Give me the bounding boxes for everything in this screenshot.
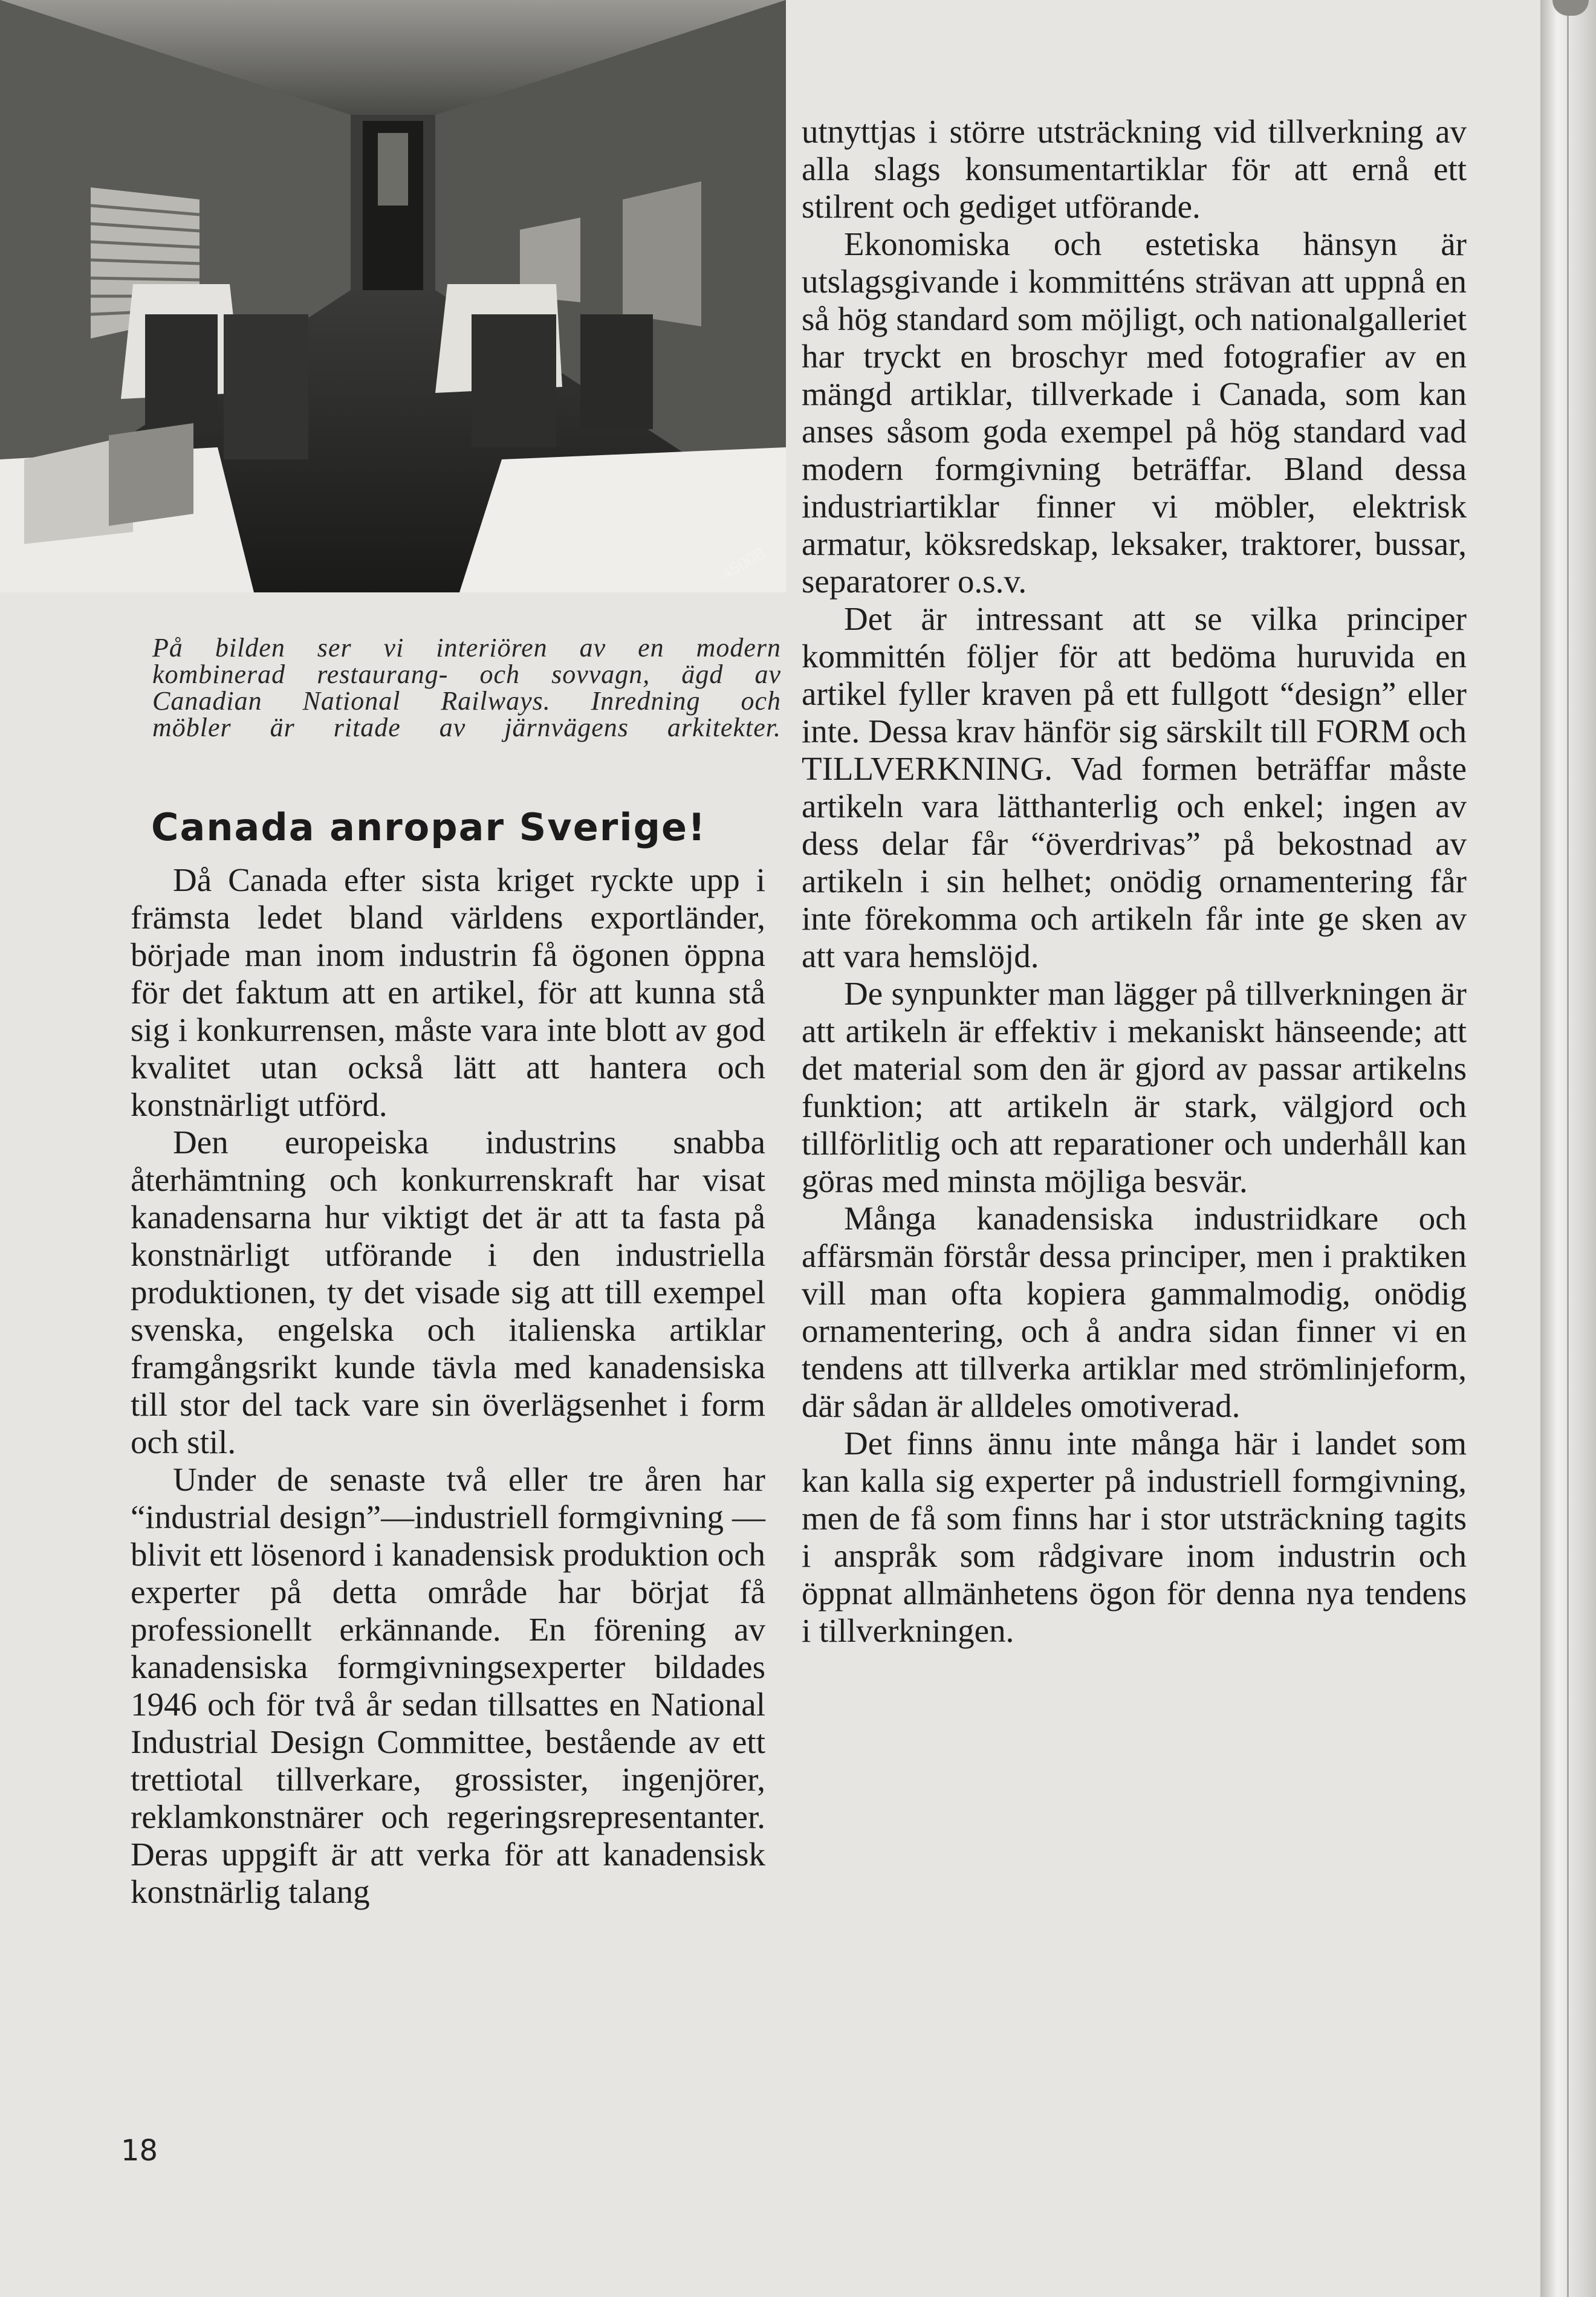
paragraph: utnyttjas i större utsträckning vid tillverkning av alla slags konsumentartiklar för att ernå ett stilrent och gediget utförande. bbox=[802, 113, 1467, 225]
paragraph: Under de senaste två eller tre åren har “industrial design”—industriell formgivning — blivit ett lösenord i kanadensisk produktion och experter på detta område har börjat få professionellt erkännande. En förening av kanadensiska formgivningsexperter bildades 1946 och för två år sedan tillsattes en National Industrial Design Committee, bestående av ett trettiotal tillverkare, grossister, ingenjörer, reklamkonstnärer och regeringsrepresentanter. Deras uppgift är att verka för att kanadensisk konstnärlig talang bbox=[131, 1461, 765, 1910]
spine-line bbox=[1567, 0, 1569, 2297]
binding-edge bbox=[1540, 0, 1596, 2297]
paragraph: Många kanadensiska industriidkare och affärsmän förstår dessa principer, men i praktiken vill man ofta kopiera gammalmodig, onödig ornamentering, och å andra sidan finner vi en tendens att tillverka artiklar med strömlinjeform, där sådan är alldeles omotiverad. bbox=[802, 1200, 1467, 1424]
dining-car-photo bbox=[0, 0, 786, 592]
binder-clip bbox=[1552, 0, 1589, 16]
paragraph: Ekonomiska och estetiska hänsyn är utslagsgivande i kommitténs strävan att uppnå en så hög standard som möjligt, och nationalgalleriet har tryckt en broschyr med fotografier av en mängd artiklar, tillverkade i Canada, som kan anses såsom goda exempel på hög standard vad modern formgivning beträffar. Bland dessa industriartiklar finner vi möbler, elektrisk armatur, köksredskap, leksaker, traktorer, bussar, separatorer o.s.v. bbox=[802, 225, 1467, 600]
page-number: 18 bbox=[121, 2134, 158, 2168]
paragraph: Den europeiska industrins snabba återhämtning och konkurrenskraft har visat kanadensarna hur viktigt det är att ta fasta på konstnärligt utförande i den industriella produktionen, ty det visade sig att till exempel svenska, engelska och italienska artiklar framgångsrikt kunde tävla med kanadensiska till stor del tack vare sin överlägsenhet i form och stil. bbox=[131, 1124, 765, 1460]
paragraph: Det är intressant att se vilka principer kommittén följer för att bedöma huruvida en artikel fyller kraven på ett fullgott “design” eller inte. Dessa krav hänför sig särskilt till FORM och TILLVERKNING. Vad formen beträffar måste artikeln vara lätthanterlig och enkel; ingen av dess delar får “överdrivas” på bekostnad av artikeln i sin helhet; onödig ornamentering får inte förekomma och artikeln får inte ge sken av att vara hemslöjd. bbox=[802, 600, 1467, 974]
dining-car-photo-drawing bbox=[0, 0, 786, 592]
photo-stamp: 45008 bbox=[718, 543, 768, 584]
left-column bbox=[131, 861, 765, 1911]
photo-caption bbox=[152, 635, 781, 741]
caption-line: kombinerad restaurang- och sovvagn, ägd av bbox=[152, 659, 781, 689]
right-column bbox=[802, 113, 1467, 1650]
caption-line: Canadian National Railways. Inredning och bbox=[152, 686, 781, 716]
paragraph: Det finns ännu inte många här i landet som kan kalla sig experter på industriell formgivning, men de få som finns har i stor utsträckning tagits i anspråk som rådgivare inom industrin och öppnat allmänhetens ögon för denna nya tendens i tillverkningen. bbox=[802, 1425, 1467, 1649]
caption-line: möbler är ritade av järnvägens arkitekter. bbox=[152, 713, 781, 742]
caption-line: På bilden ser vi interiören av en modern bbox=[152, 633, 781, 663]
article-title: Canada anropar Sverige! bbox=[151, 805, 707, 849]
paragraph: De synpunkter man lägger på tillverkningen är att artikeln är effektiv i mekaniskt hänseende; att det material som den är gjord av passar artikelns funktion; att artikeln är stark, välgjord och tillförlitlig och att reparationer och underhåll kan göras med minsta möjliga besvär. bbox=[802, 975, 1467, 1199]
paragraph: Då Canada efter sista kriget ryckte upp i främsta ledet bland världens exportländer, började man inom industrin få ögonen öppna för det faktum att en artikel, för att kunna stå sig i konkurrensen, måste vara inte blott av god kvalitet utan också lätt att hantera och konstnärligt utförd. bbox=[131, 861, 765, 1123]
